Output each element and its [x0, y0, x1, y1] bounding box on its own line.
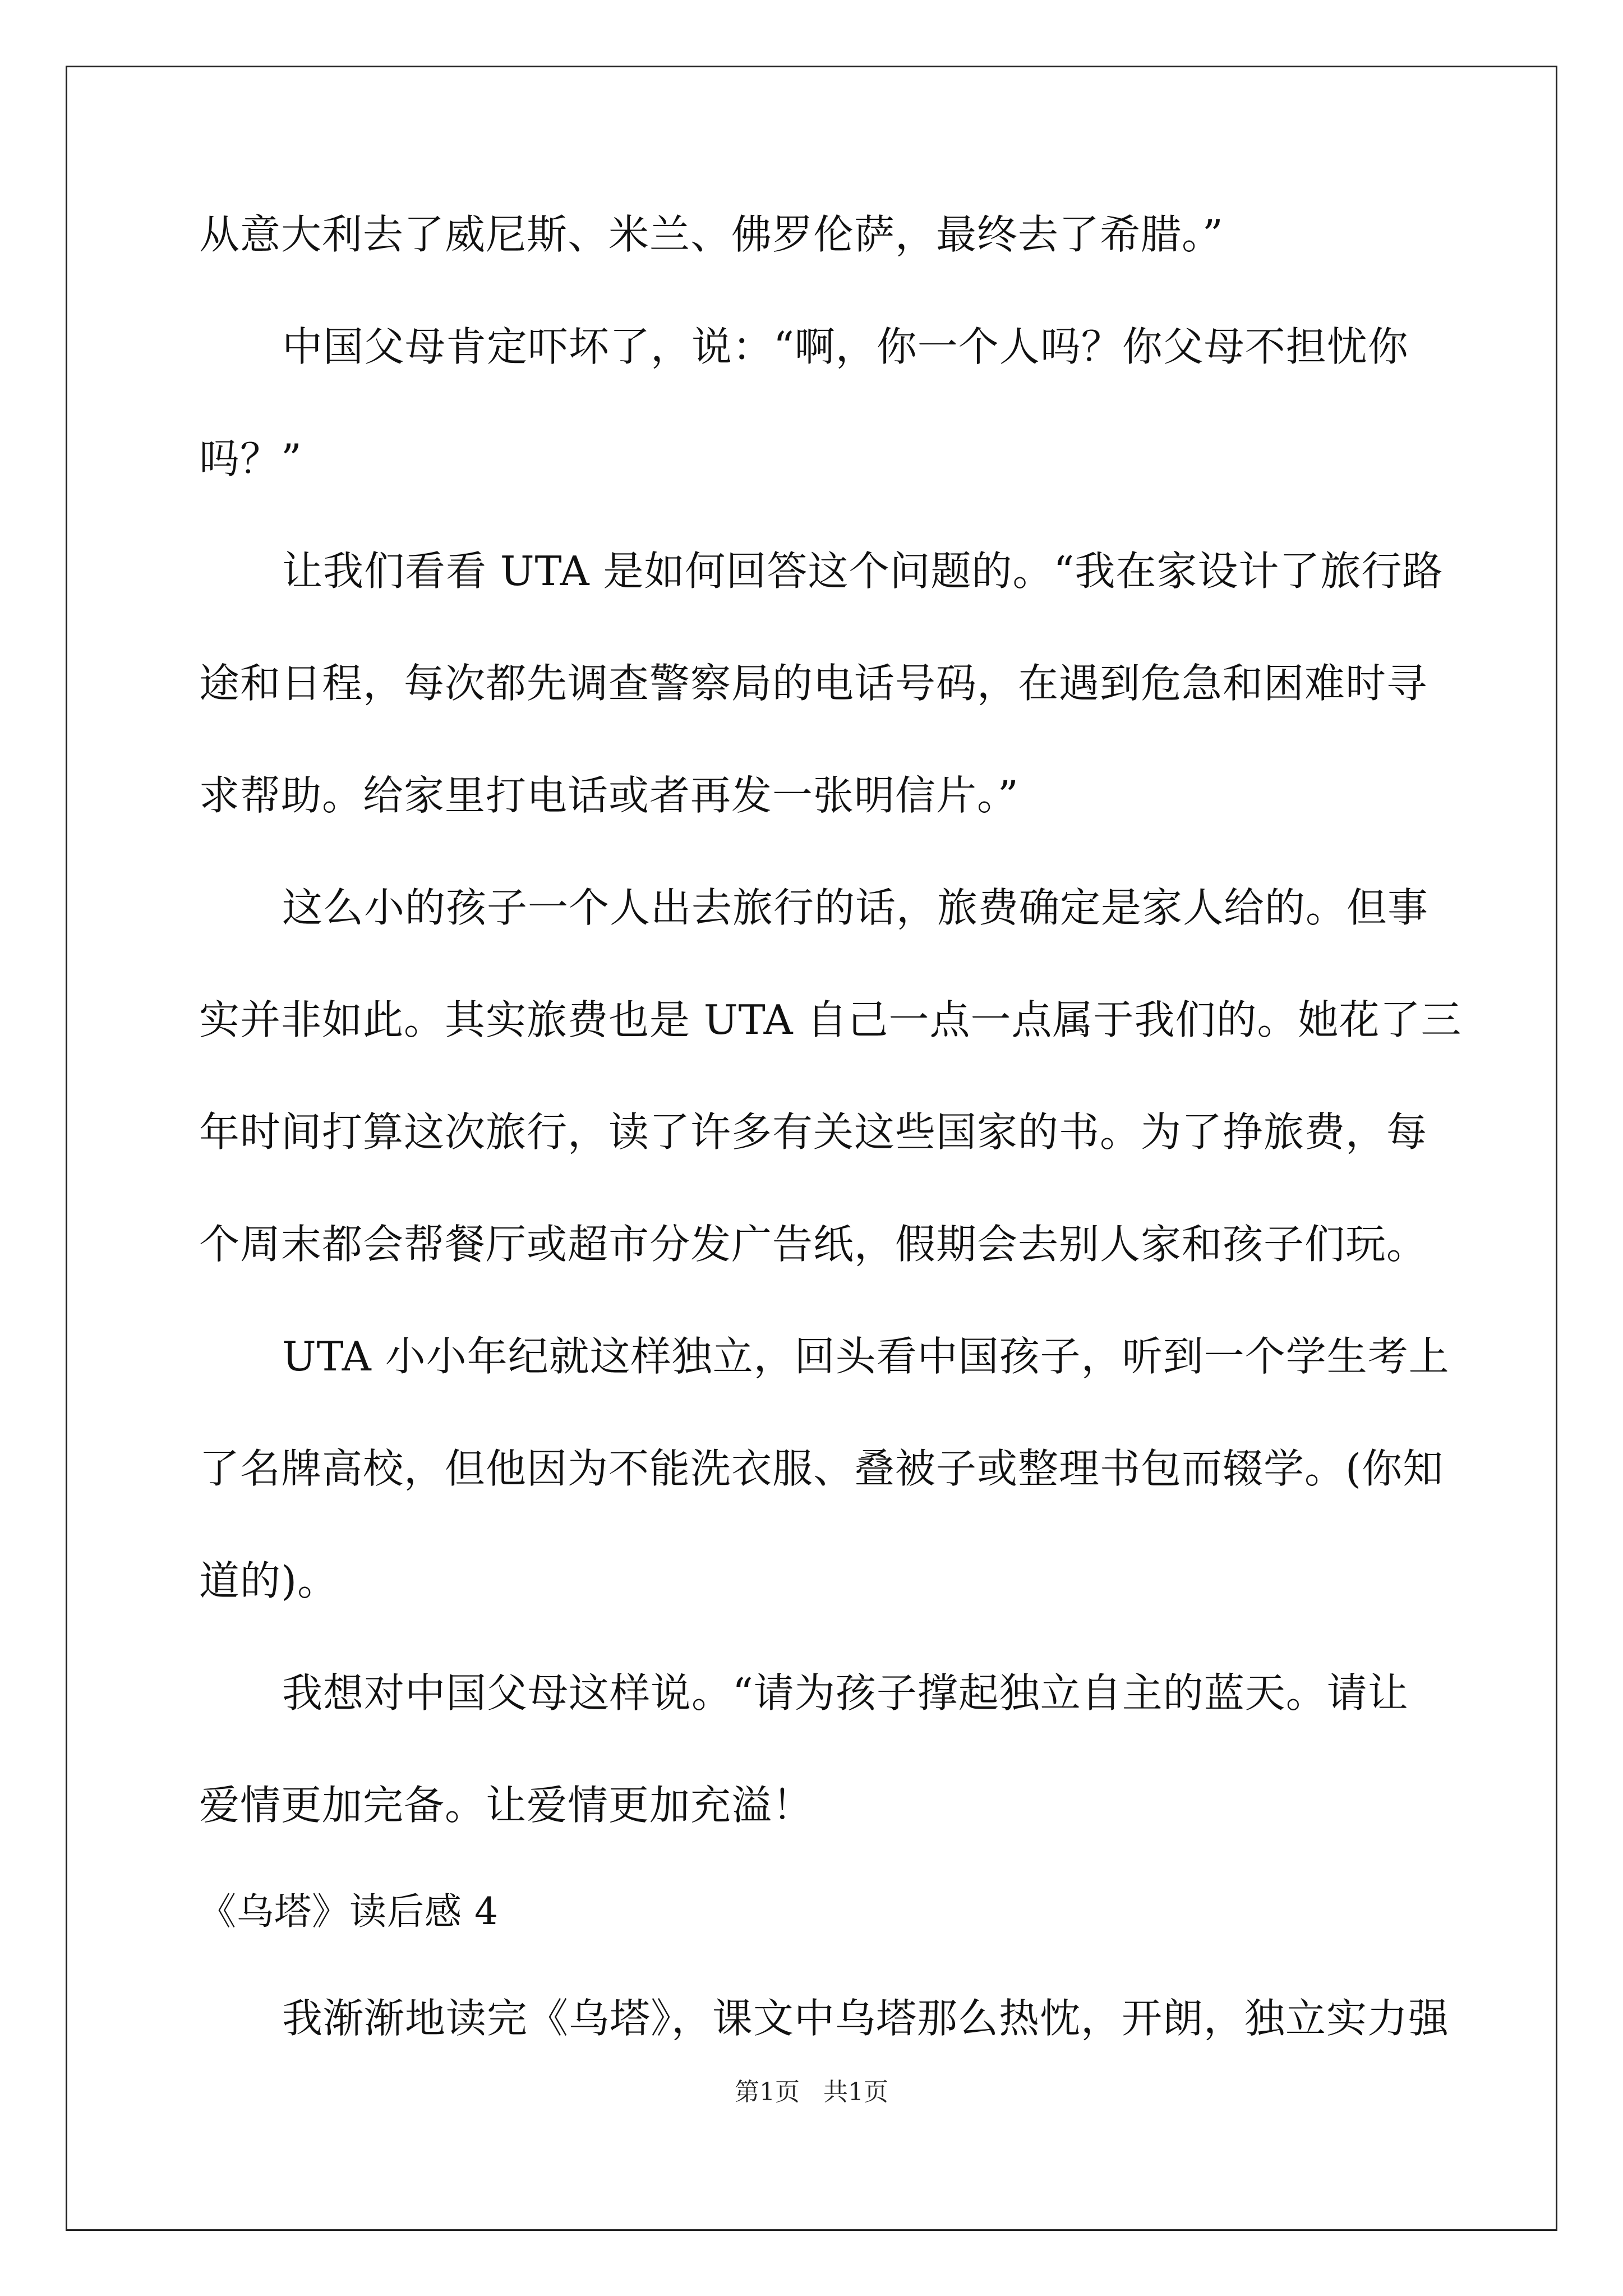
paragraph-line: 实并非如此。其实旅费也是 UTA 自己一点一点属于我们的。她花了三 [199, 996, 1462, 1043]
paragraph-line: 我渐渐地读完《乌塔》，课文中乌塔那么热忱，开朗，独立实力强 [282, 1995, 1450, 2042]
page-footer: 第1页 共1页 [735, 2078, 888, 2106]
paragraph-line: 中国父母肯定吓坏了，说：“啊，你一个人吗？你父母不担忧你 [282, 323, 1409, 370]
paragraph-line: 道的)。 [199, 1557, 339, 1604]
paragraph-line: 从意大利去了威尼斯、米兰、佛罗伦萨，最终去了希腊。” [199, 211, 1224, 258]
paragraph-line: 让我们看看 UTA 是如何回答这个问题的。“我在家设计了旅行路 [282, 547, 1444, 595]
paragraph-line: 这么小的孩子一个人出去旅行的话，旅费确定是家人给的。但事 [282, 884, 1429, 931]
paragraph-line: 途和日程，每次都先调查警察局的电话号码，在遇到危急和困难时寻 [199, 660, 1428, 707]
paragraph-line: UTA 小小年纪就这样独立，回头看中国孩子，听到一个学生考上 [282, 1333, 1450, 1380]
paragraph-line: 个周末都会帮餐厅或超市分发广告纸，假期会去别人家和孩子们玩。 [199, 1221, 1428, 1268]
paragraph-line: 爱情更加完备。让爱情更加充溢！ [199, 1782, 814, 1829]
paragraph-line: 我想对中国父母这样说。“请为孩子撑起独立自主的蓝天。请让 [282, 1669, 1409, 1717]
paragraph-line: 了名牌高校，但他因为不能洗衣服、叠被子或整理书包而辍学。(你知 [199, 1445, 1444, 1492]
paragraph-line: 吗？” [199, 435, 302, 482]
paragraph-line: 年时间打算这次旅行，读了许多有关这些国家的书。为了挣旅费，每 [199, 1108, 1428, 1156]
paragraph-line: 求帮助。给家里打电话或者再发一张明信片。” [199, 772, 1019, 819]
section-heading: 《乌塔》读后感 4 [199, 1890, 499, 1933]
